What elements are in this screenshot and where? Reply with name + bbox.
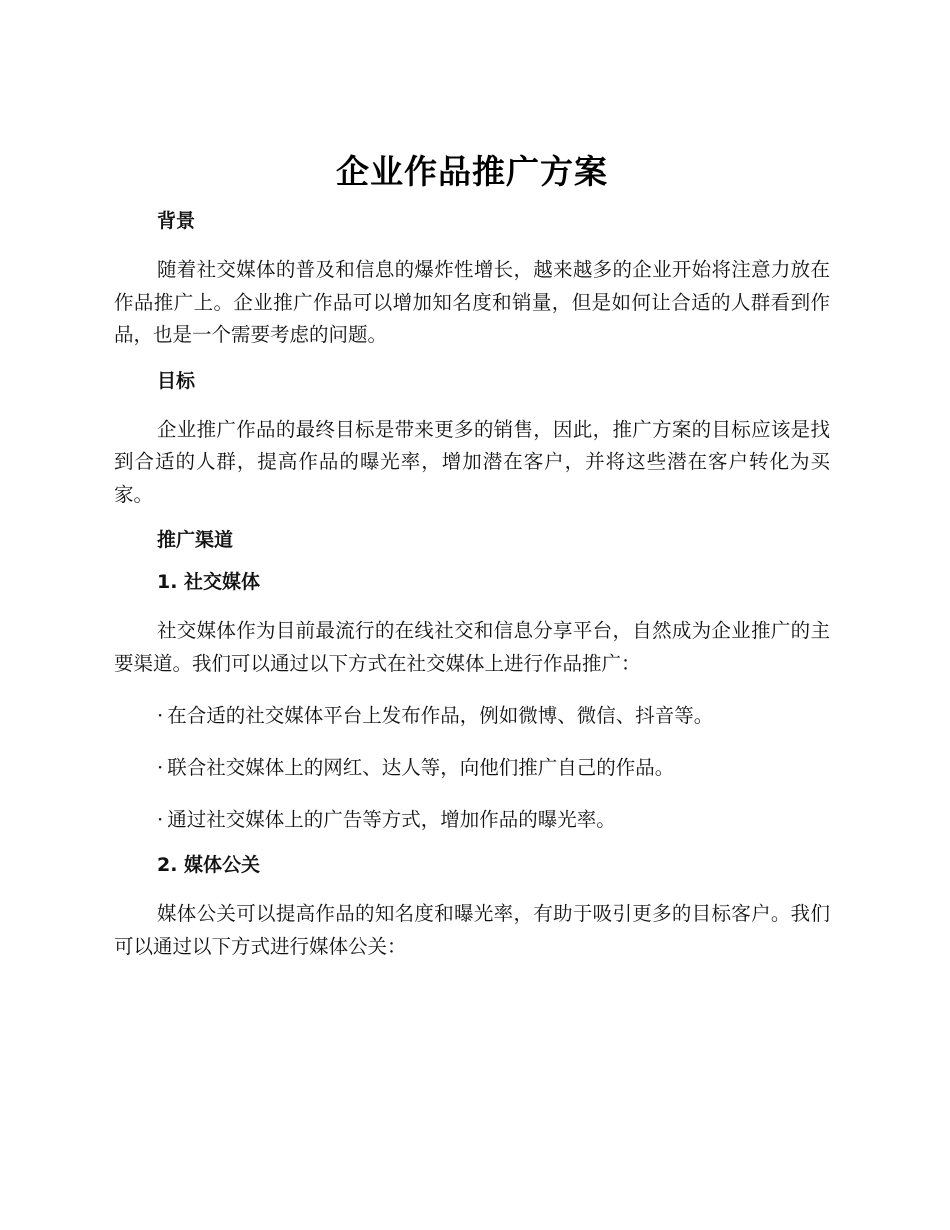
paragraph-background: 随着社交媒体的普及和信息的爆炸性增长，越来越多的企业开始将注意力放在作品推广上。企业推广作品可以增加知名度和销量，但是如何让合适的人群看到作品，也是一个需要考虑的问题。 [114, 258, 830, 346]
bullet-text: 在合适的社交媒体平台上发布作品，例如微博、微信、抖音等。 [167, 704, 714, 727]
bullet-item [157, 804, 830, 836]
section-heading-background: 背景 [157, 210, 196, 232]
bullet-dot: · [157, 704, 164, 727]
document-title: 企业作品推广方案 [336, 152, 608, 191]
paragraph-social-media: 社交媒体作为目前最流行的在线社交和信息分享平台，自然成为企业推广的主要渠道。我们可以通过以下方式在社交媒体上进行作品推广： [114, 619, 830, 675]
bullet-text: 联合社交媒体上的网红、达人等，向他们推广自己的作品。 [167, 756, 675, 779]
section-heading-channels: 推广渠道 [157, 529, 234, 551]
paragraph-media-pr: 媒体公关可以提高作品的知名度和曝光率，有助于吸引更多的目标客户。我们可以通过以下方式进行媒体公关： [114, 902, 830, 958]
subsection-heading-media-pr: 2. 媒体公关 [157, 854, 261, 876]
subsection-heading-social-media: 1. 社交媒体 [157, 571, 261, 593]
bullet-item [157, 752, 830, 784]
bullet-dot: · [157, 808, 164, 831]
bullet-dot: · [157, 756, 164, 779]
bullet-text: 通过社交媒体上的广告等方式，增加作品的曝光率。 [167, 808, 616, 831]
bullet-item [157, 700, 830, 732]
section-heading-goal: 目标 [157, 369, 196, 392]
paragraph-goal: 企业推广作品的最终目标是带来更多的销售，因此，推广方案的目标应该是找到合适的人群，提高作品的曝光率，增加潜在客户，并将这些潜在客户转化为买家。 [114, 417, 830, 506]
